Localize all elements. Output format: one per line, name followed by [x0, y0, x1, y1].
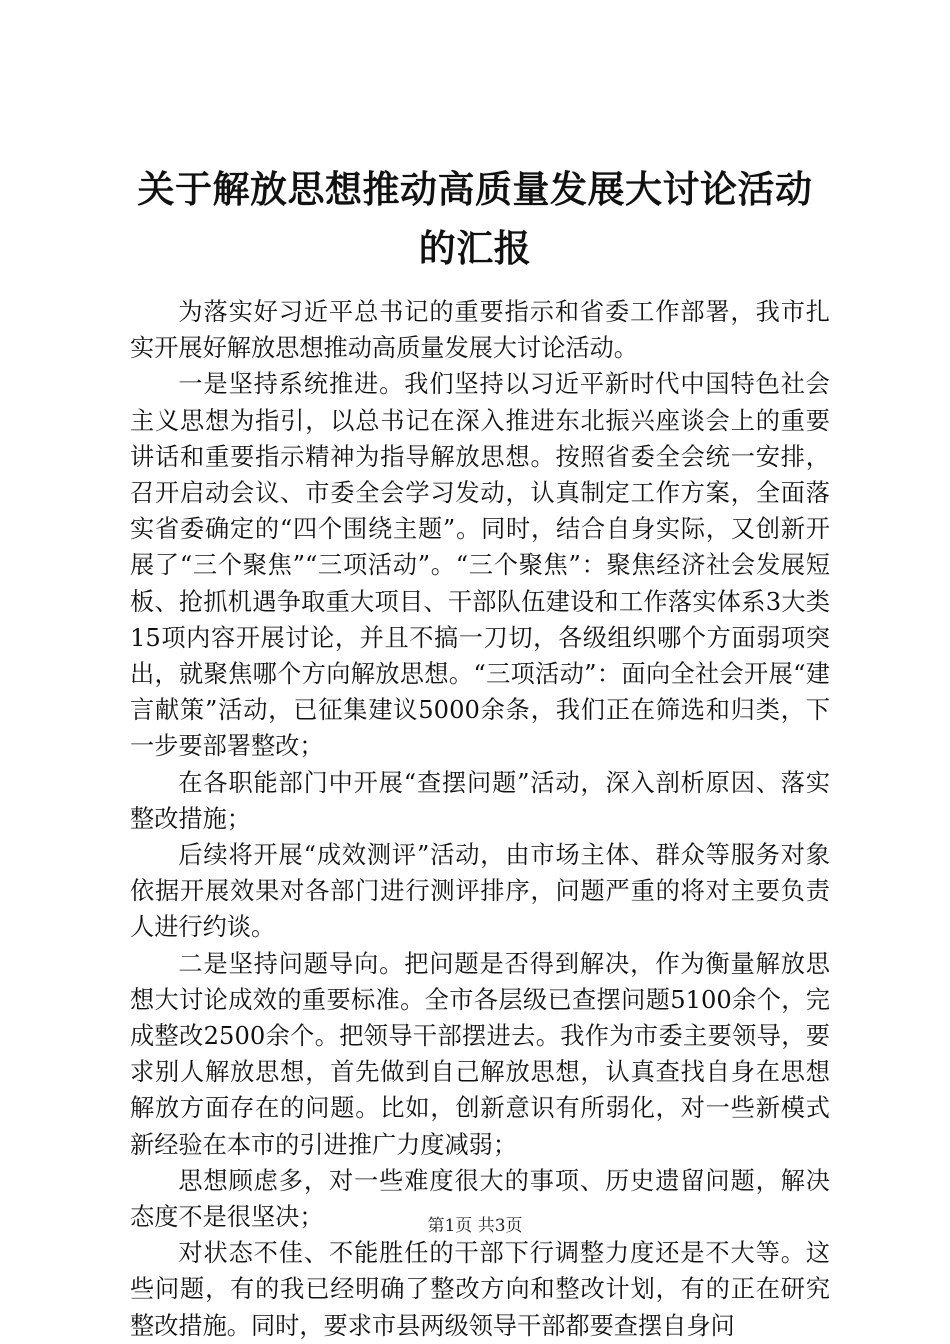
- document-title: 关于解放思想推动高质量发展大讨论活动的汇报: [137, 167, 813, 270]
- paragraph: 后续将开展“成效测评”活动，由市场主体、群众等服务对象依据开展效果对各部门进行测评排序，问题严重的将对主要负责人进行约谈。: [130, 841, 830, 942]
- paragraph: 二是坚持问题导向。把问题是否得到解决，作为衡量解放思想大讨论成效的重要标准。全市各层级已查摆问题5100余个，完成整改2500余个。把领导干部摆进去。我作为市委主要领导，要求别人解放思想，首先做到自己解放思想，认真查找自身在思想解放方面存在的问题。比如，创新意识有所弱化，对一些新模式新经验在本市的引进推广力度减弱；: [130, 949, 830, 1159]
- document-body: [130, 294, 830, 1344]
- paragraph: 为落实好习近平总书记的重要指示和省委工作部署，我市扎实开展好解放思想推动高质量发展大讨论活动。: [130, 298, 830, 363]
- paragraph: 思想顾虑多，对一些难度很大的事项、历史遗留问题，解决态度不是很坚决；: [130, 1166, 830, 1232]
- page-footer: 第1页 共3页: [427, 1216, 523, 1236]
- paragraph: 对状态不佳、不能胜任的干部下行调整力度还是不大等。这些问题，有的我已经明确了整改方向和整改计划，有的正在研究整改措施。同时，要求市县两级领导干部都要查摆自身问: [130, 1239, 830, 1340]
- paragraph: 一是坚持系统推进。我们坚持以习近平新时代中国特色社会主义思想为指引，以总书记在深入推进东北振兴座谈会上的重要讲话和重要指示精神为指导解放思想。按照省委全会统一安排，召开启动会议、市委全会学习发动，认真制定工作方案，全面落实省委确定的“四个围绕主题”。同时，结合自身实际，又创新开展了“三个聚焦”“三项活动”。“三个聚焦”：聚焦经济社会发展短板、抢抓机遇争取重大项目、干部队伍建设和工作落实体系3大类15项内容开展讨论，并且不搞一刀切，各级组织哪个方面弱项突出，就聚焦哪个方向解放思想。“三项活动”：面向全社会开展“建言献策”活动，已征集建议5000余条，我们正在筛选和归类，下一步要部署整改；: [130, 370, 830, 761]
- paragraph: 在各职能部门中开展“查摆问题”活动，深入剖析原因、落实整改措施；: [130, 768, 830, 833]
